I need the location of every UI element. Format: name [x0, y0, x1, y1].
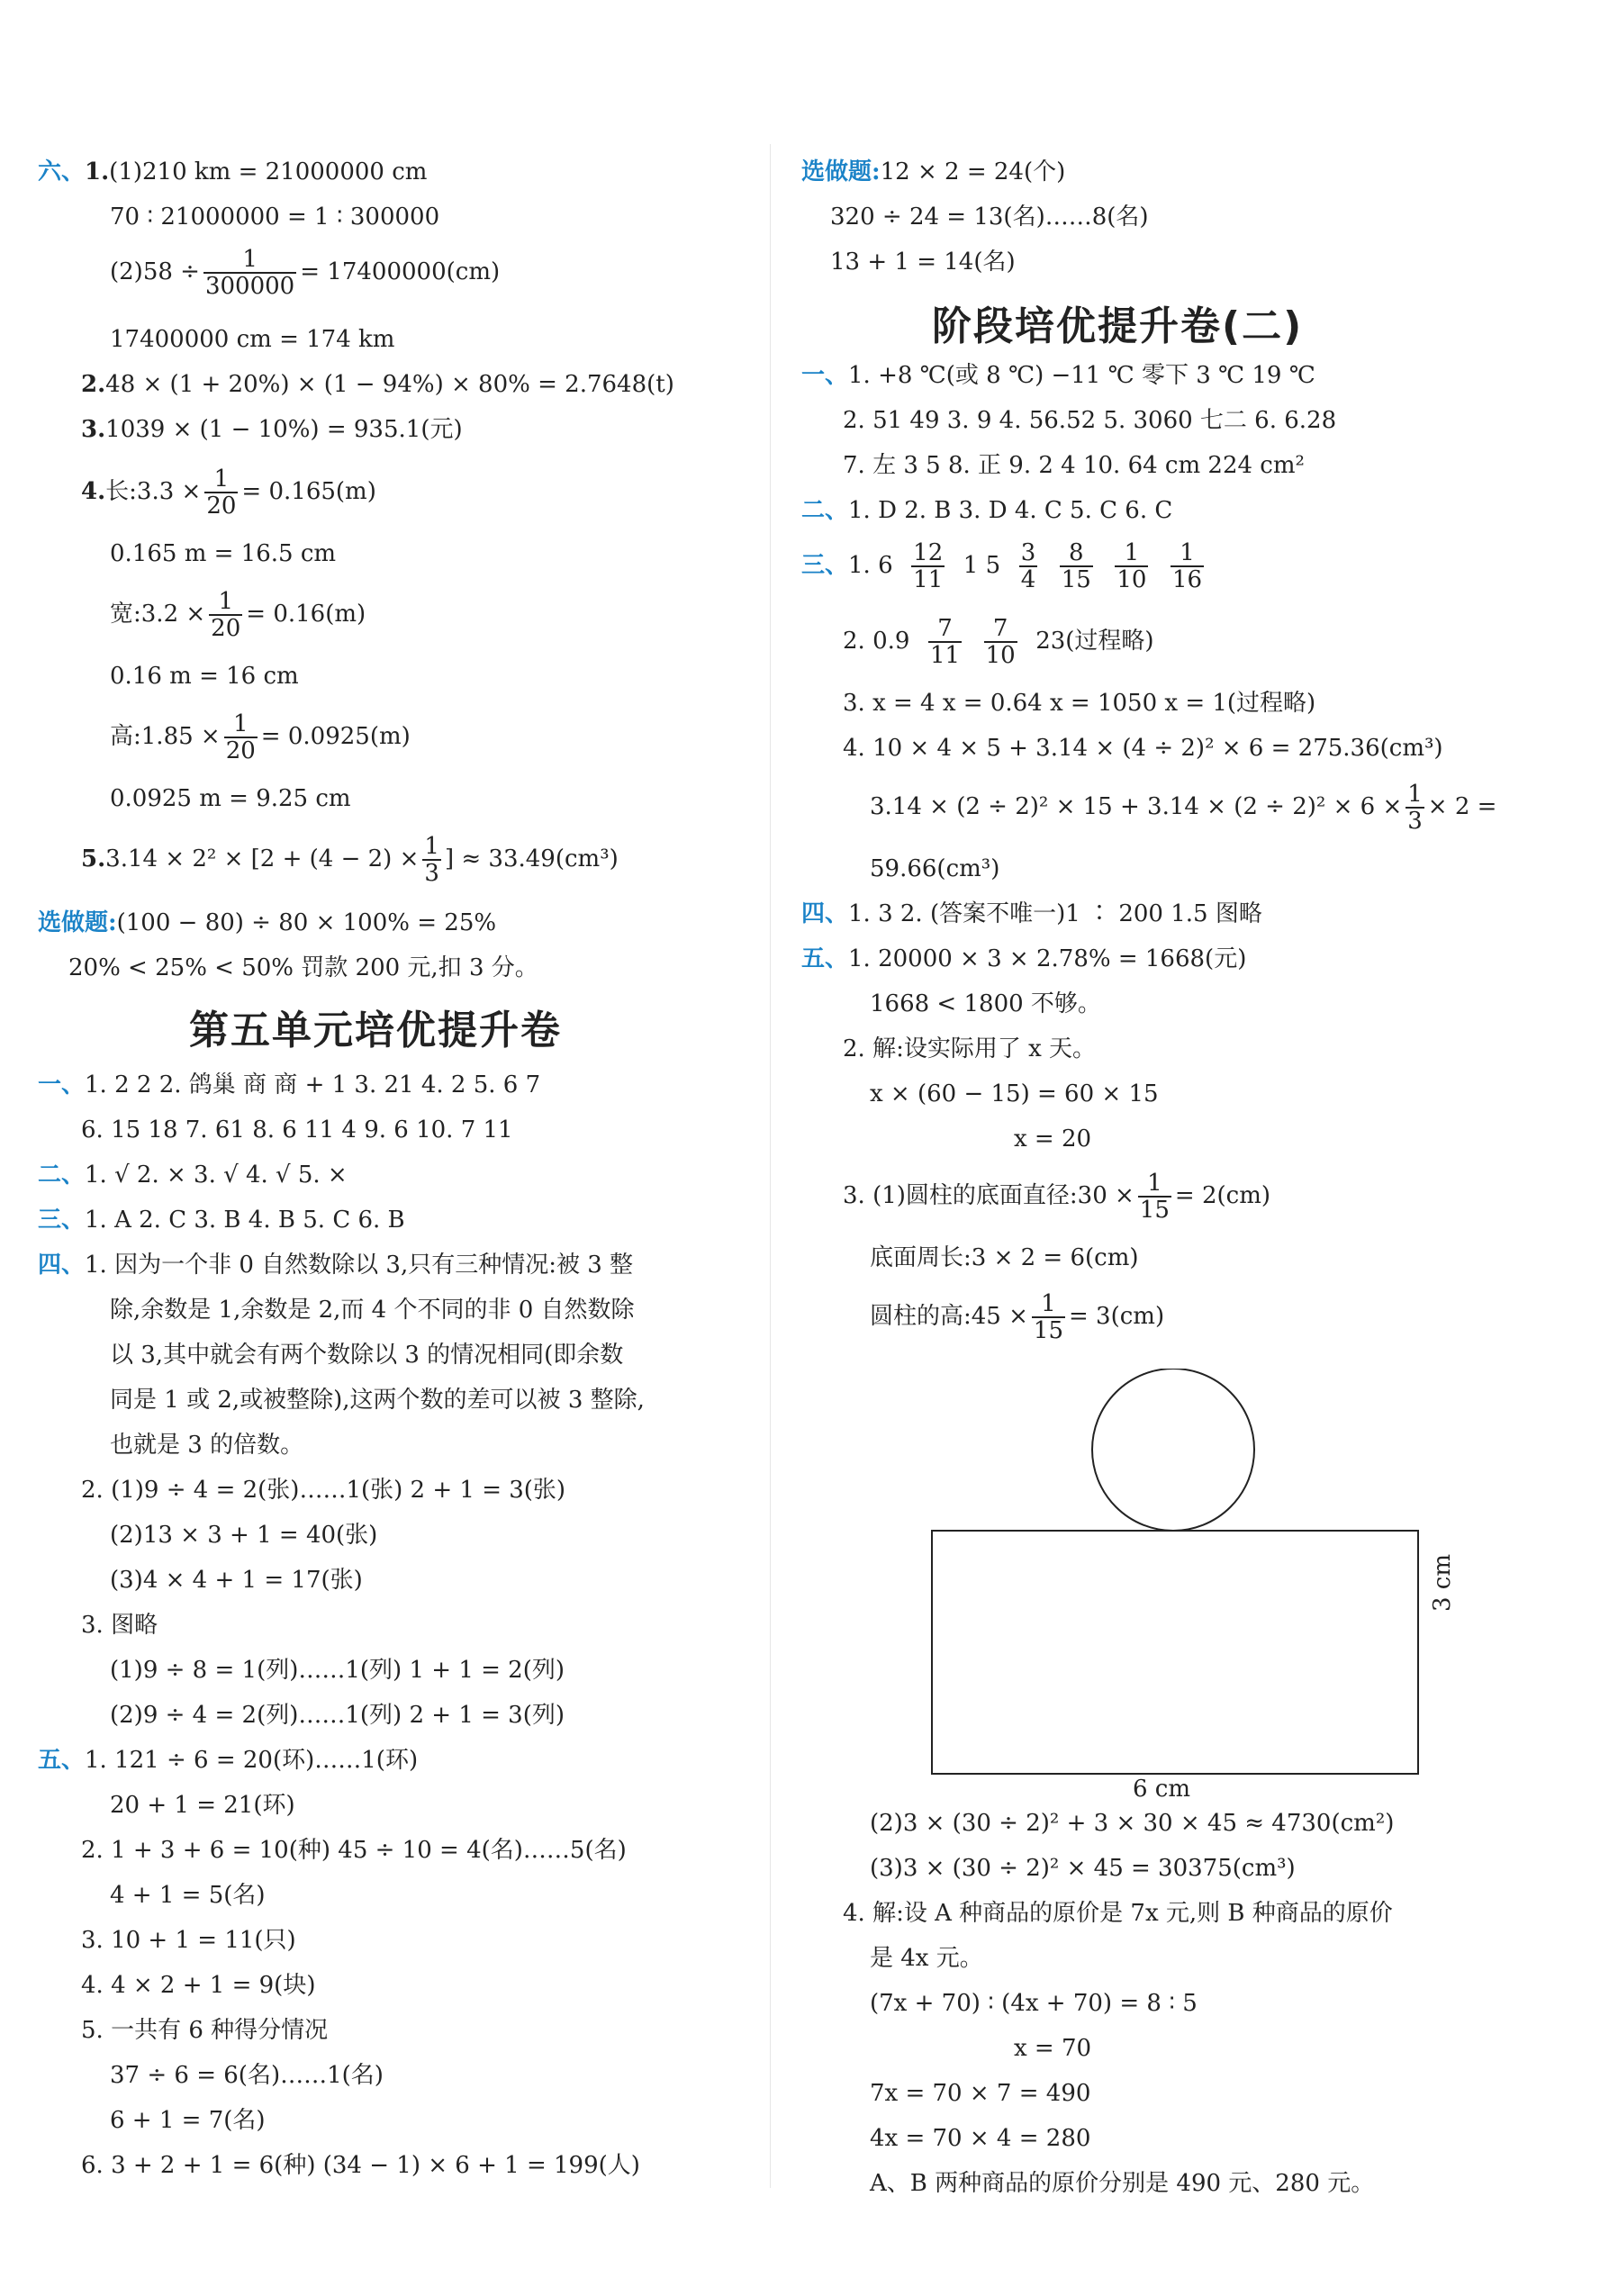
answer-text: 2. 51 49 3. 9 4. 56.52 5. 3060 七二 6. 6.28	[843, 407, 1337, 434]
answer-text: 1. 6	[848, 552, 893, 579]
answer-text: x = 70	[1014, 2035, 1092, 2062]
answer-text: 3.14 × (2 ÷ 2)² × 15 + 3.14 × (2 ÷ 2)² × 6 ×	[870, 793, 1403, 820]
answer-text: = 0.0925(m)	[260, 723, 411, 750]
column-divider	[770, 144, 771, 2188]
answer-text: 1 5	[963, 552, 1001, 579]
fraction	[209, 589, 242, 641]
answer-text: 1. √ 2. × 3. √ 4. √ 5. ×	[85, 1162, 348, 1189]
denominator: 10	[1116, 566, 1147, 593]
numerator: 1	[1407, 781, 1423, 808]
denominator: 11	[913, 566, 944, 593]
answer-text: 也就是 3 的倍数。	[110, 1432, 304, 1459]
answer-text: 59.66(cm³)	[870, 855, 1000, 882]
fraction	[928, 616, 962, 668]
item-number: 3.	[81, 416, 106, 443]
fraction	[1060, 540, 1093, 592]
answer-text: = 0.16(m)	[246, 601, 366, 628]
answer-text: 20 + 1 = 21(环)	[110, 1792, 295, 1819]
answer-text: 是 4x 元。	[870, 1945, 983, 1972]
answer-text: 1. 121 ÷ 6 = 20(环)……1(环)	[85, 1747, 419, 1774]
width-label: 6 cm	[1133, 1776, 1191, 1803]
fraction	[1115, 540, 1148, 592]
item-number: 5.	[81, 845, 106, 872]
denominator: 15	[1061, 566, 1091, 593]
fraction-line	[843, 1167, 1270, 1225]
fraction	[1406, 782, 1424, 834]
answer-text: 1039 × (1 − 10%) = 935.1(元)	[105, 416, 463, 443]
answer-text: (1)9 ÷ 8 = 1(列)……1(列) 1 + 1 = 2(列)	[110, 1657, 565, 1684]
fraction-line	[870, 778, 1496, 836]
denominator: 10	[985, 642, 1016, 669]
answer-text: (3)4 × 4 + 1 = 17(张)	[110, 1567, 363, 1594]
section-label: 五、	[801, 945, 849, 972]
numerator: 1	[424, 833, 439, 860]
section-label: 选做题:	[38, 909, 117, 936]
answer-text: 圆柱的高:45 ×	[870, 1303, 1028, 1330]
line	[801, 899, 1262, 929]
answer-text: = 17400000(cm)	[300, 258, 501, 285]
line	[38, 157, 427, 187]
answer-text: 1. 20000 × 3 × 2.78% = 1668(元)	[848, 945, 1247, 972]
fraction	[204, 466, 238, 519]
answer-text: 5. 一共有 6 种得分情况	[81, 2017, 329, 2044]
answer-text: (7x + 70) ∶ (4x + 70) = 8 ∶ 5	[870, 1990, 1198, 2017]
answer-text: × 2 =	[1427, 793, 1497, 820]
fraction	[422, 834, 441, 886]
answer-text: (3)3 × (30 ÷ 2)² × 45 = 30375(cm³)	[870, 1855, 1296, 1882]
answer-text: 12 × 2 = 24(个)	[880, 158, 1066, 185]
answer-text: 1. A 2. C 3. B 4. B 5. C 6. B	[85, 1207, 405, 1234]
answer-text: = 0.165(m)	[241, 478, 376, 505]
line	[38, 908, 496, 938]
section-label: 六、	[38, 158, 86, 185]
denominator: 11	[929, 642, 961, 669]
base-circle	[1092, 1369, 1254, 1531]
answer-text: 2. 解:设实际用了 x 天。	[843, 1035, 1097, 1062]
answer-text: 2. 0.9	[843, 628, 910, 655]
numerator: 1	[204, 466, 238, 493]
answer-text: 3. 10 + 1 = 11(只)	[81, 1927, 296, 1954]
answer-text: 7x = 70 × 7 = 490	[870, 2080, 1091, 2107]
denominator: 15	[1139, 1197, 1170, 1224]
answer-text: ] ≈ 33.49(cm³)	[444, 845, 619, 872]
section-label: 三、	[801, 552, 849, 579]
numerator: 1	[224, 711, 258, 738]
side-rectangle	[932, 1531, 1418, 1774]
answer-text: 6 + 1 = 7(名)	[110, 2107, 266, 2134]
answer-text: 0.16 m = 16 cm	[110, 663, 299, 690]
numerator: 1	[203, 247, 296, 274]
fraction-line	[110, 243, 500, 301]
answer-text: 6. 15 18 7. 61 8. 6 11 4 9. 6 10. 7 11	[81, 1116, 513, 1143]
answer-text: 6. 3 + 2 + 1 = 6(种) (34 − 1) × 6 + 1 = 199(人)	[81, 2152, 640, 2179]
line	[38, 1745, 418, 1776]
fraction-line	[870, 1288, 1164, 1345]
answer-text: 高:1.85 ×	[110, 723, 221, 750]
fraction	[1019, 540, 1038, 592]
fraction-line	[110, 585, 366, 643]
answer-text: 3.14 × 2² × [2 + (4 − 2) ×	[105, 845, 420, 872]
item-number: 4.	[81, 478, 106, 505]
answer-text: 同是 1 或 2,或被整除),这两个数的差可以被 3 整除,	[110, 1387, 645, 1414]
answer-text: 20% < 25% < 50% 罚款 200 元,扣 3 分。	[68, 954, 538, 981]
section-label: 选做题:	[801, 158, 881, 185]
answer-text: 1. 3 2. (答案不唯一)1 ∶ 200 1.5 图略	[848, 900, 1262, 927]
line	[81, 414, 463, 445]
fraction	[1171, 540, 1204, 592]
answer-text: 4. 解:设 A 种商品的原价是 7x 元,则 B 种商品的原价	[843, 1900, 1393, 1927]
answer-text: x × (60 − 15) = 60 × 15	[870, 1080, 1159, 1107]
answer-text: 17400000 cm = 174 km	[110, 326, 395, 353]
answer-text: x = 20	[1014, 1125, 1092, 1153]
numerator: 1	[1171, 540, 1204, 567]
answer-text: 1. D 2. B 3. D 4. C 5. C 6. C	[848, 497, 1173, 524]
answer-text: 除,余数是 1,余数是 2,而 4 个不同的非 0 自然数除	[110, 1297, 635, 1324]
line	[38, 1205, 405, 1235]
answer-text: 13 + 1 = 14(名)	[830, 249, 1016, 276]
answer-text: 3. (1)圆柱的底面直径:30 ×	[843, 1182, 1134, 1209]
answer-text: A、B 两种商品的原价分别是 490 元、280 元。	[870, 2170, 1375, 2197]
fraction	[984, 616, 1017, 668]
line	[801, 495, 1172, 526]
line	[801, 360, 1315, 391]
answer-text: 4. 4 × 2 + 1 = 9(块)	[81, 1972, 316, 1999]
answer-text: 37 ÷ 6 = 6(名)……1(名)	[110, 2062, 384, 2089]
denominator: 20	[206, 493, 237, 520]
fraction	[224, 711, 258, 764]
answer-text: (2)9 ÷ 4 = 2(列)……1(列) 2 + 1 = 3(列)	[110, 1702, 565, 1729]
answer-text: 48 × (1 + 20%) × (1 − 94%) × 80% = 2.7648(t)	[105, 371, 674, 398]
answer-text: 7. 左 3 5 8. 正 9. 2 4 10. 64 cm 224 cm²	[843, 452, 1305, 479]
line	[801, 944, 1246, 974]
answer-text: 长:3.3 ×	[105, 478, 202, 505]
line	[38, 1160, 348, 1190]
section-label: 五、	[38, 1747, 86, 1774]
item-number: 1.	[85, 158, 110, 185]
fraction-line	[81, 463, 376, 520]
item-number: 2.	[81, 371, 106, 398]
numerator: 7	[928, 616, 962, 643]
line	[38, 1070, 540, 1100]
answer-text: (100 − 80) ÷ 80 × 100% = 25%	[116, 909, 497, 936]
section-title: 第五单元培优提升卷	[189, 1008, 562, 1053]
numerator: 8	[1060, 540, 1093, 567]
answer-text: (1)210 km = 21000000 cm	[109, 158, 428, 185]
height-label: 3 cm	[1429, 1553, 1456, 1612]
numerator: 1	[1032, 1291, 1065, 1318]
answer-text: 2. (1)9 ÷ 4 = 2(张)……1(张) 2 + 1 = 3(张)	[81, 1477, 566, 1504]
answer-text: 1668 < 1800 不够。	[870, 990, 1101, 1017]
answer-text: 1. 2 2 2. 鸽巢 商 商 + 1 3. 21 4. 2 5. 6 7	[85, 1071, 541, 1098]
answer-text: 3. 图略	[81, 1612, 158, 1639]
answer-text: 1. 因为一个非 0 自然数除以 3,只有三种情况:被 3 整	[85, 1252, 634, 1279]
section-title: 阶段培优提升卷(二)	[932, 303, 1304, 349]
section-label: 一、	[38, 1071, 86, 1098]
fraction-line	[801, 537, 1207, 594]
answer-text: (2)3 × (30 ÷ 2)² + 3 × 30 × 45 ≈ 4730(cm²)	[870, 1810, 1395, 1837]
answer-text: (2)58 ÷	[110, 258, 200, 285]
fraction-line	[843, 612, 1154, 670]
answer-text: = 2(cm)	[1174, 1182, 1270, 1209]
answer-text: 4 + 1 = 5(名)	[110, 1882, 266, 1909]
answer-text: 70 ∶ 21000000 = 1 ∶ 300000	[110, 203, 440, 231]
answer-text: 1. +8 ℃(或 8 ℃) −11 ℃ 零下 3 ℃ 19 ℃	[848, 362, 1315, 389]
section-label: 一、	[801, 362, 849, 389]
answer-text: 23(过程略)	[1035, 628, 1154, 655]
numerator: 3	[1020, 539, 1036, 566]
numerator: 1	[1138, 1171, 1171, 1198]
answer-text: 4x = 70 × 4 = 280	[870, 2125, 1091, 2152]
section-label: 二、	[38, 1162, 86, 1189]
denominator: 4	[1020, 566, 1036, 593]
fraction-line	[81, 830, 619, 888]
answer-text: 0.165 m = 16.5 cm	[110, 540, 337, 567]
denominator: 20	[225, 737, 256, 764]
numerator: 1	[1115, 540, 1148, 567]
fraction	[1032, 1291, 1065, 1343]
numerator: 12	[913, 539, 944, 566]
section-label: 三、	[38, 1207, 86, 1234]
section-label: 四、	[801, 900, 849, 927]
answer-text: 3. x = 4 x = 0.64 x = 1050 x = 1(过程略)	[843, 690, 1316, 717]
answer-text: (2)13 × 3 + 1 = 40(张)	[110, 1522, 378, 1549]
line	[81, 369, 674, 400]
denominator: 16	[1172, 566, 1203, 593]
denominator: 3	[424, 860, 439, 887]
denominator: 300000	[204, 273, 295, 300]
numerator: 7	[984, 616, 1017, 643]
cylinder-net-figure	[918, 1369, 1459, 1810]
line	[801, 157, 1065, 187]
answer-text: 2. 1 + 3 + 6 = 10(种) 45 ÷ 10 = 4(名)……5(名)	[81, 1837, 627, 1864]
answer-text: 宽:3.2 ×	[110, 601, 206, 628]
line	[38, 1250, 633, 1280]
section-label: 四、	[38, 1252, 86, 1279]
answer-text: 以 3,其中就会有两个数除以 3 的情况相同(即余数	[110, 1342, 624, 1369]
answer-text: 底面周长:3 × 2 = 6(cm)	[870, 1244, 1139, 1271]
answer-text: 4. 10 × 4 × 5 + 3.14 × (4 ÷ 2)² × 6 = 275.36(cm³)	[843, 735, 1443, 762]
numerator: 1	[209, 589, 242, 616]
fraction	[911, 540, 945, 592]
fraction	[1138, 1171, 1171, 1223]
fraction	[203, 247, 296, 299]
denominator: 15	[1033, 1317, 1063, 1344]
answer-text: 0.0925 m = 9.25 cm	[110, 785, 351, 812]
answer-text: 320 ÷ 24 = 13(名)……8(名)	[830, 203, 1149, 231]
denominator: 3	[1407, 808, 1423, 835]
denominator: 20	[211, 615, 241, 642]
section-label: 二、	[801, 497, 849, 524]
fraction-line	[110, 708, 411, 765]
answer-text: = 3(cm)	[1069, 1303, 1165, 1330]
